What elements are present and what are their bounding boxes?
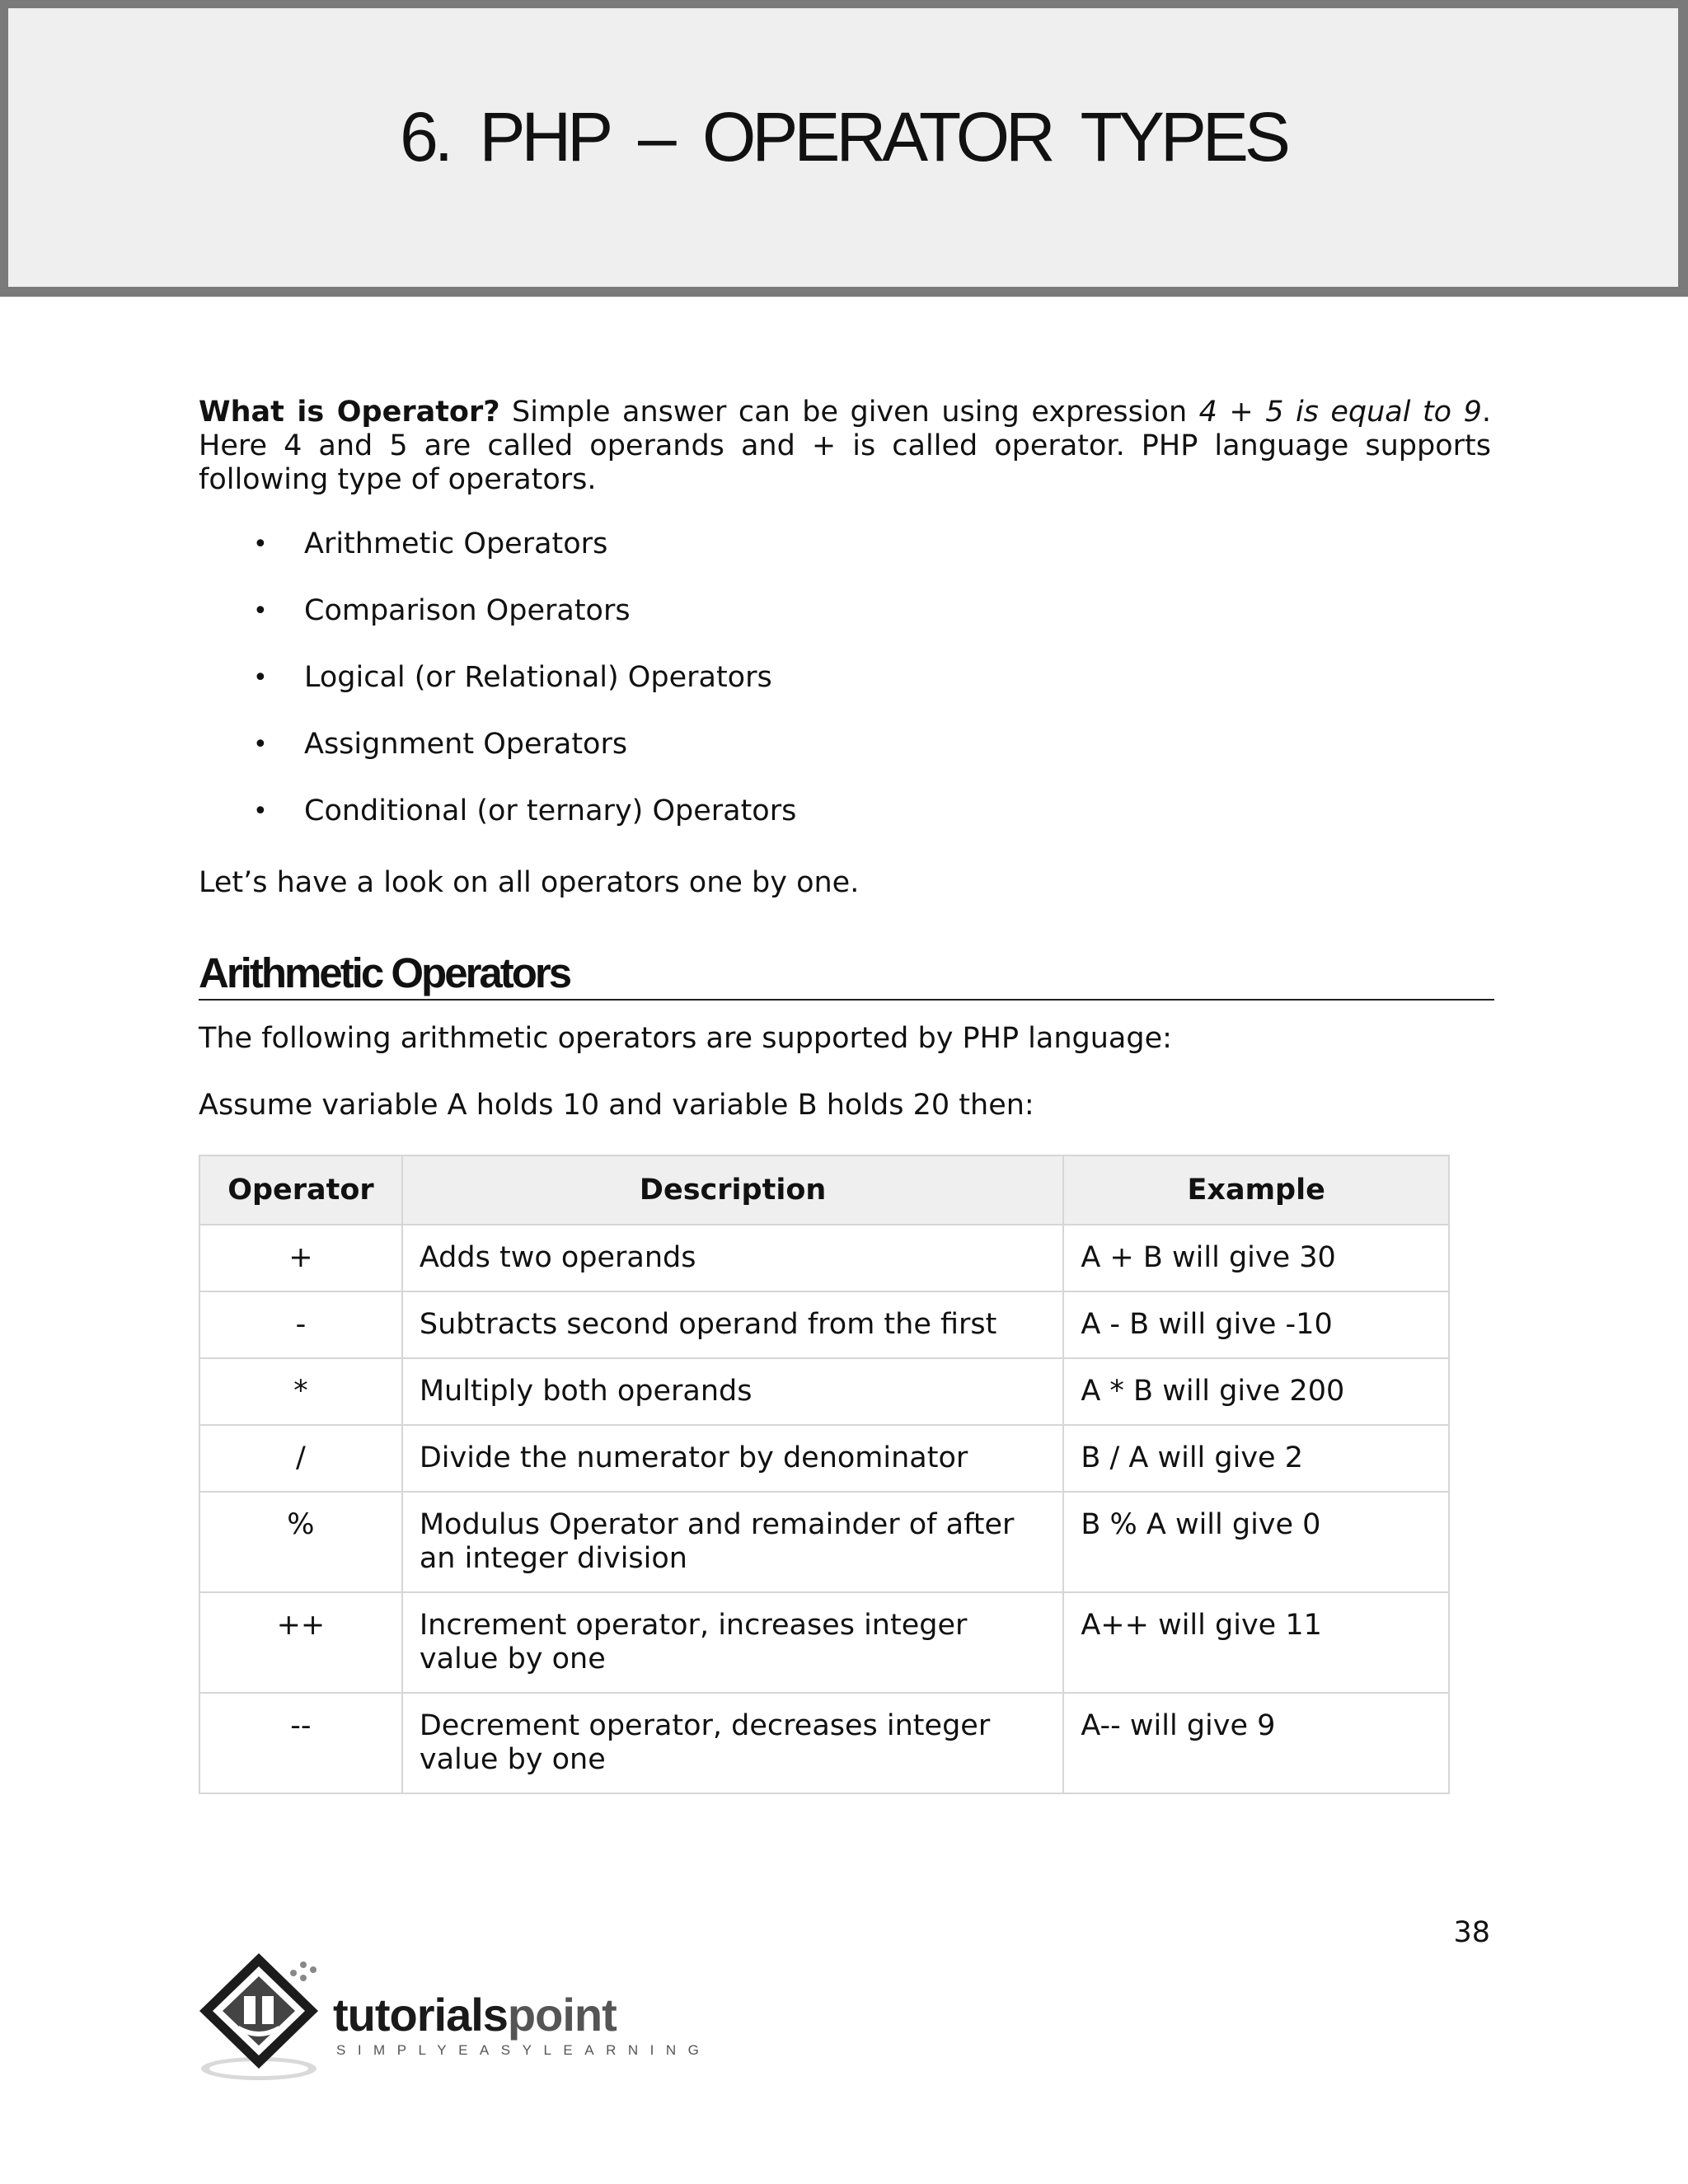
column-header-example: Example [1063,1155,1449,1225]
operator-cell: + [199,1225,402,1291]
example-cell: A - B will give -10 [1063,1291,1449,1358]
operator-cell: - [199,1291,402,1358]
table-row [199,1358,1449,1425]
intro-text-1: Simple answer can be given using expression [499,396,1199,429]
description-cell: Increment operator, increases integer value by one [402,1592,1064,1693]
operator-cell: % [199,1492,402,1592]
logo-tagline: SIMPLYEASYLEARNING [336,2042,711,2058]
operator-type-list [199,527,1491,861]
operator-cell: ++ [199,1592,402,1693]
intro-lead: What is Operator? [199,396,500,429]
description-cell: Subtracts second operand from the first [402,1291,1064,1358]
chapter-header [0,0,1688,297]
table-row [199,1425,1449,1492]
list-item: • Conditional (or ternary) Operators [199,794,1491,861]
list-item: • Comparison Operators [199,594,1491,661]
table-row [199,1693,1449,1793]
column-header-operator: Operator [199,1155,402,1225]
section-heading: Arithmetic Operators [199,948,1494,1001]
tutorialspoint-logo [195,1945,711,2093]
description-cell: Decrement operator, decreases integer value by one [402,1693,1064,1793]
example-cell: A * B will give 200 [1063,1358,1449,1425]
list-item: • Assignment Operators [199,728,1491,794]
chapter-title: 6. PHP – OPERATOR TYPES [400,98,1287,176]
table-row [199,1492,1449,1592]
logo-word-light: point [507,1989,617,2041]
intro-text-2: . Here 4 and 5 are called operands and + is called operator. PHP language supports following type of operators. [199,396,1491,496]
page-number: 38 [1453,1916,1490,1949]
column-header-description: Description [402,1155,1064,1225]
arithmetic-operators-table [199,1155,1450,1794]
intro-paragraph [199,396,1491,497]
list-item: • Arithmetic Operators [199,527,1491,594]
operator-cell: -- [199,1693,402,1793]
example-cell: A++ will give 11 [1063,1592,1449,1693]
section-paragraph-2: Assume variable A holds 10 and variable B holds 20 then: [199,1089,1034,1122]
description-cell: Multiply both operands [402,1358,1064,1425]
example-cell: A-- will give 9 [1063,1693,1449,1793]
table-row [199,1592,1449,1693]
intro-expression: 4 + 5 is equal to 9 [1198,396,1482,429]
operator-cell: / [199,1425,402,1492]
example-cell: A + B will give 30 [1063,1225,1449,1291]
logo-word-dark: tutorials [333,1989,508,2041]
table-row [199,1225,1449,1291]
example-cell: B % A will give 0 [1063,1492,1449,1592]
example-cell: B / A will give 2 [1063,1425,1449,1492]
description-cell: Adds two operands [402,1225,1064,1291]
section-paragraph-1: The following arithmetic operators are supported by PHP language: [199,1022,1172,1055]
description-cell: Divide the numerator by denominator [402,1425,1064,1492]
logo-wordmark [333,1988,617,2041]
table-row [199,1291,1449,1358]
look-line: Let’s have a look on all operators one by one. [199,866,860,899]
table-header-row [199,1155,1449,1225]
list-item: • Logical (or Relational) Operators [199,661,1491,728]
description-cell: Modulus Operator and remainder of after an integer division [402,1492,1064,1592]
operator-cell: * [199,1358,402,1425]
logo-emblem-icon [195,1945,343,2093]
